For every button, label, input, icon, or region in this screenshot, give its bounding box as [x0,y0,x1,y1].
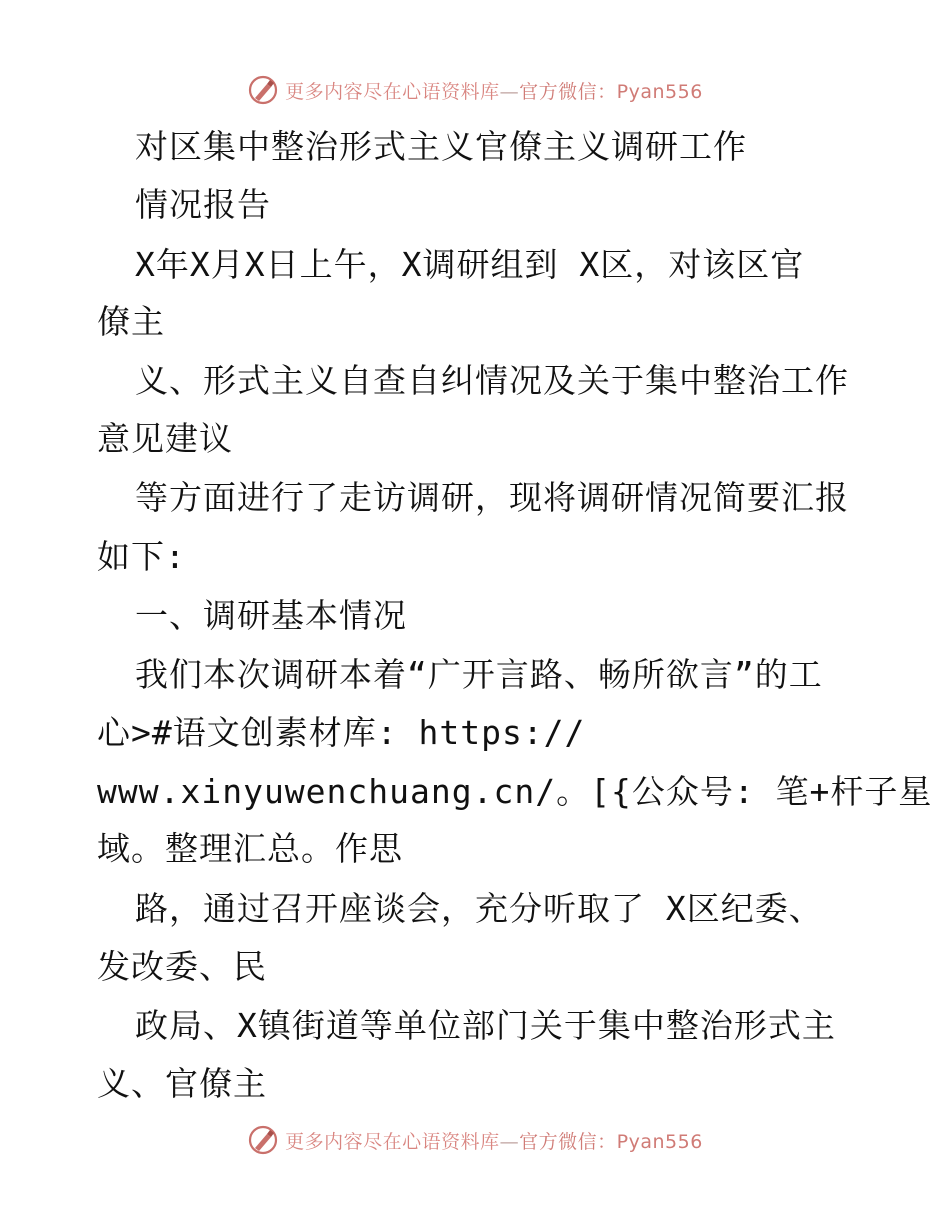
watermark-brand: 更多内容尽在心语资料库 [285,80,500,103]
watermark-separator: — [499,1130,520,1153]
paragraph-line: 发改委、民 [97,947,267,986]
watermark-brand: 更多内容尽在心语资料库 [285,1130,500,1153]
watermark-separator: — [499,80,520,103]
watermark-contact: 官方微信：Pyan556 [519,1130,703,1153]
watermark-contact: 官方微信：Pyan556 [519,80,703,103]
paragraph-line: X年X月X日上午，X调研组到 X区，对该区官 [135,245,805,284]
paragraph-line: 义、官僚主 [97,1064,267,1103]
pen-logo-icon [247,74,279,106]
doc-title-line-2: 情况报告 [135,185,271,224]
paragraph-line: 心>#语文创素材库: https:// [97,713,586,752]
doc-title-line-1: 对区集中整治形式主义官僚主义调研工作 [135,127,747,166]
paragraph-line: 路，通过召开座谈会，充分听取了 X区纪委、 [135,889,823,928]
paragraph-line: 域。整理汇总。作思 [97,829,403,868]
watermark-footer [0,1120,950,1160]
paragraph-line: 等方面进行了走访调研，现将调研情况简要汇报 [135,478,849,517]
paragraph-line: 意见建议 [97,419,233,458]
paragraph-line: 僚主 [97,302,165,341]
paragraph-line: 政局、X镇街道等单位部门关于集中整治形式主 [135,1006,836,1045]
paragraph-line: 我们本次调研本着“广开言路、畅所欲言”的工 [135,655,823,694]
pen-logo-icon [247,1124,279,1156]
section-heading: 一、调研基本情况 [135,596,407,635]
paragraph-line: 义、形式主义自查自纠情况及关于集中整治工作 [135,361,849,400]
watermark-header [0,70,950,110]
paragraph-line: www.xinyuwenchuang.cn/。[{公众号: 笔+杆子星 [97,772,933,811]
paragraph-line: 如下: [97,537,186,576]
